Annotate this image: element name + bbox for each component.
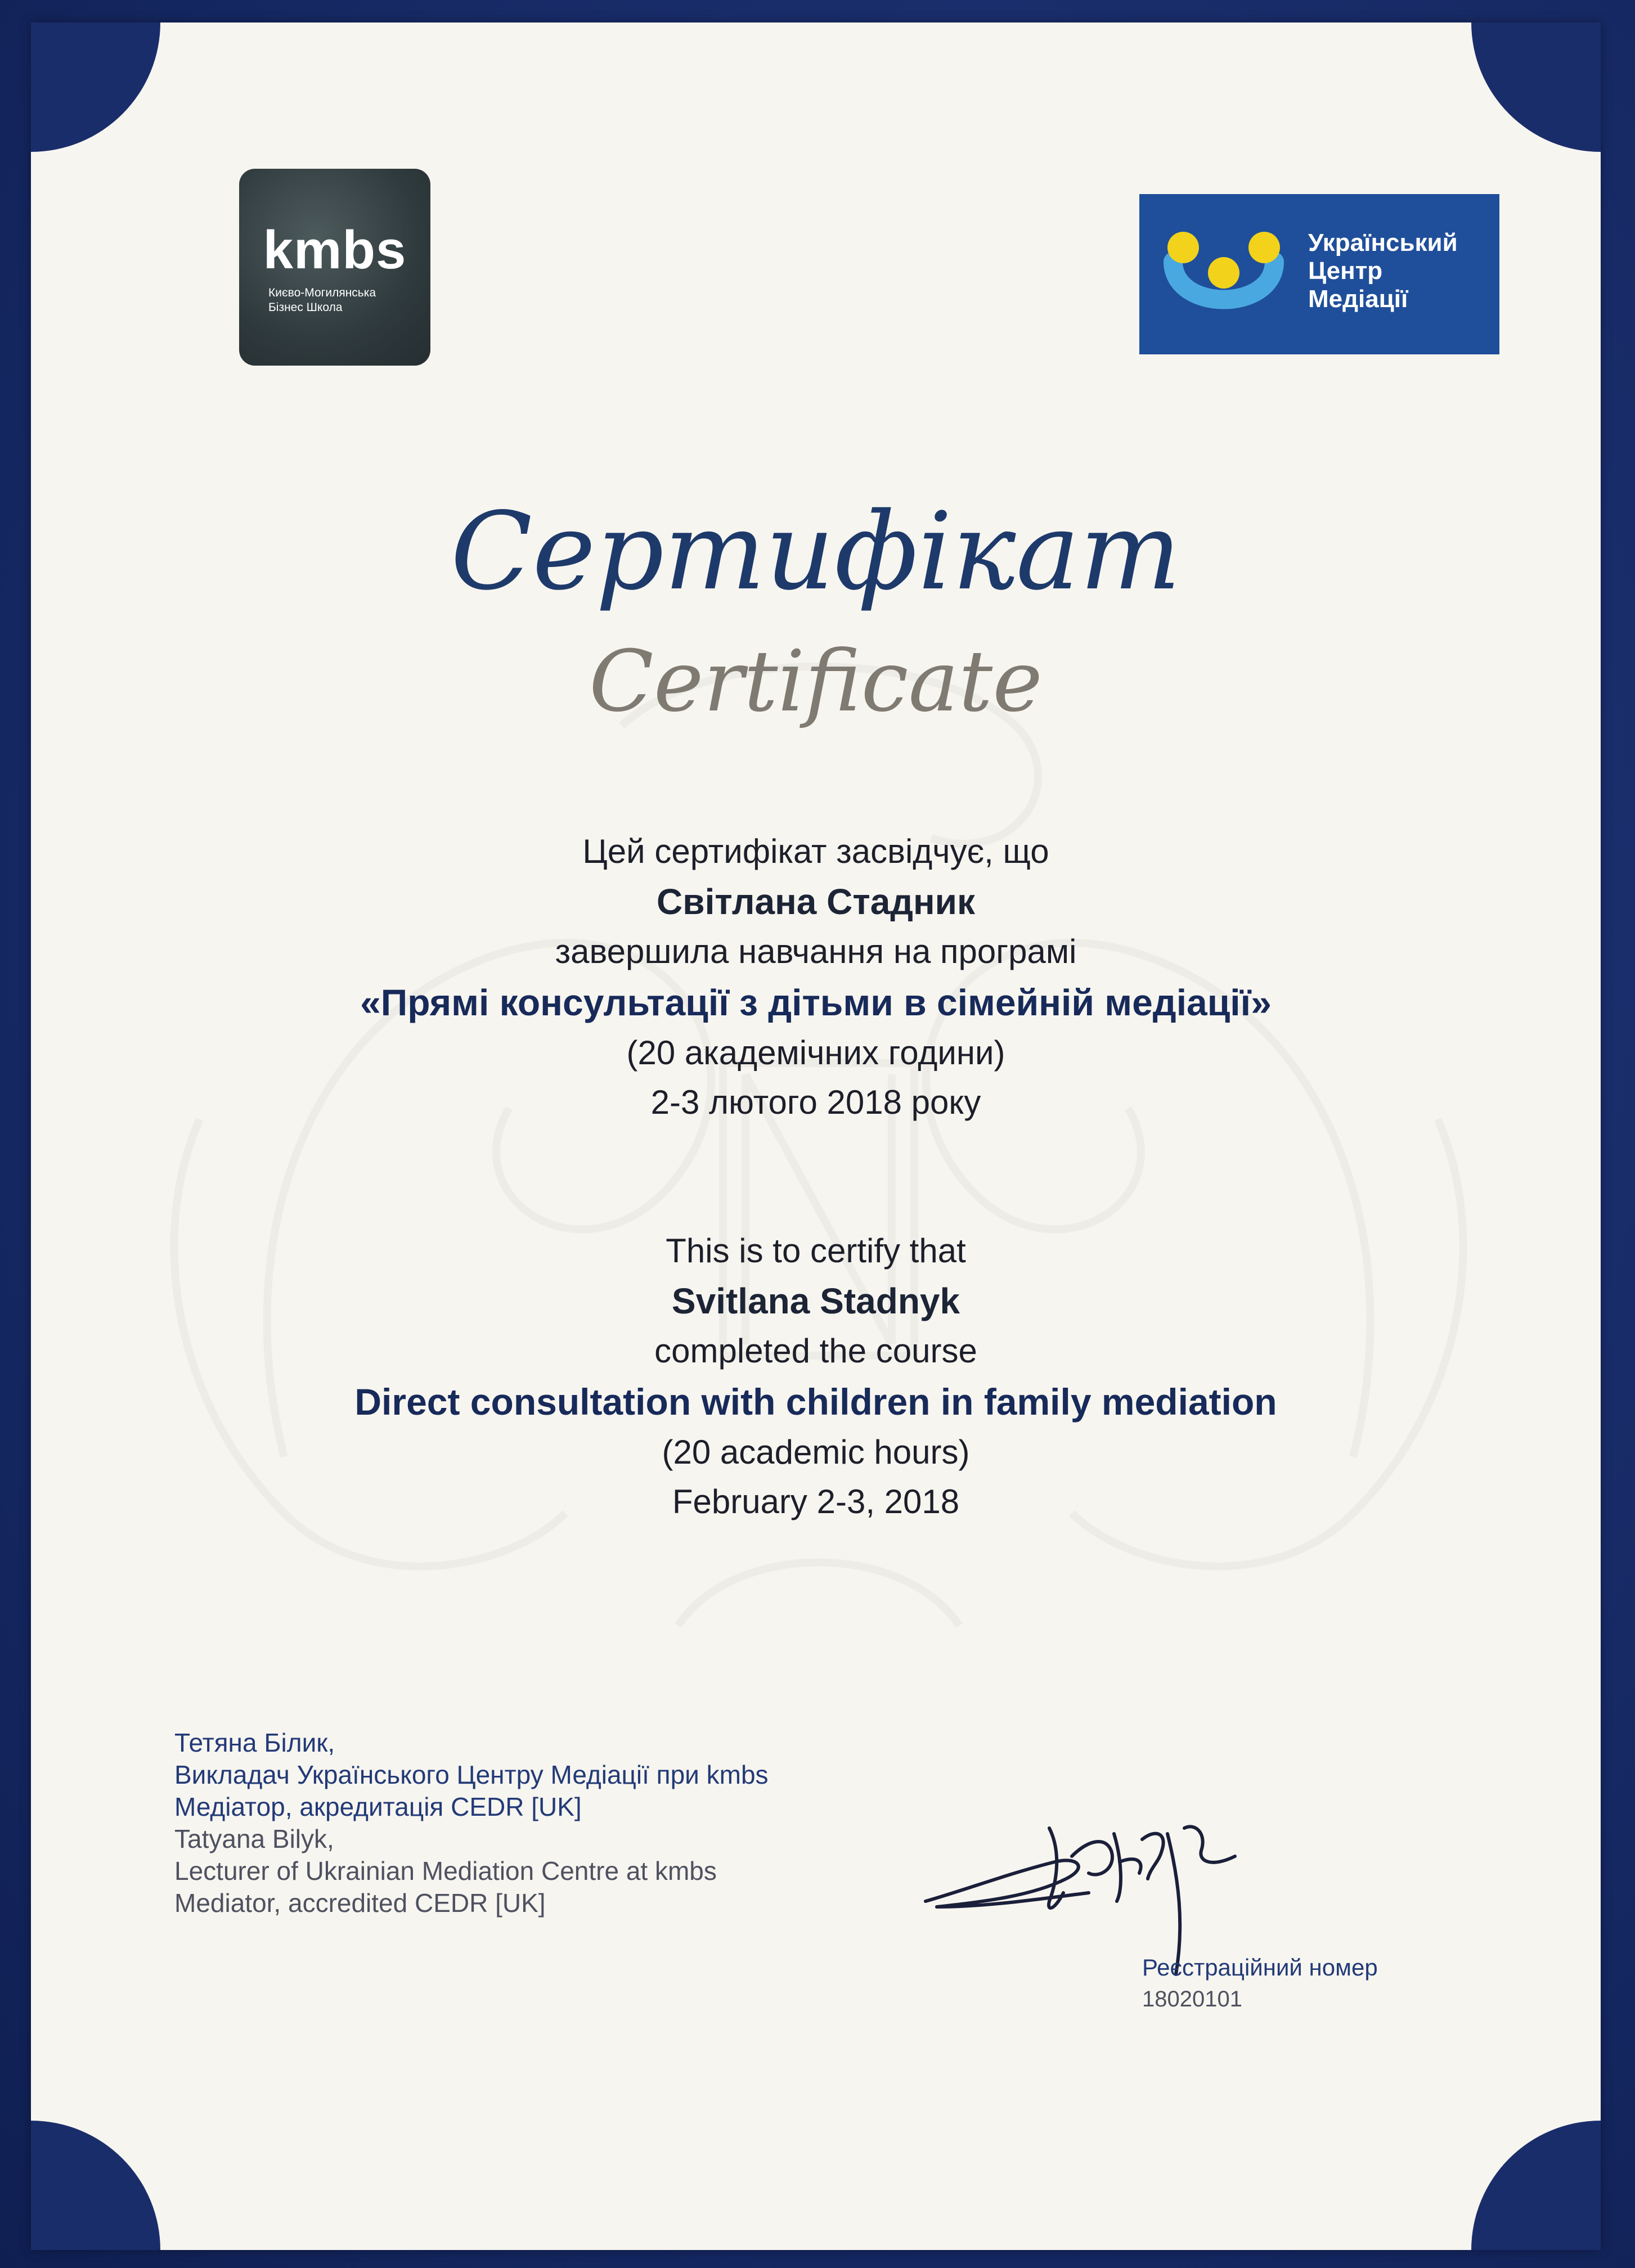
signer-role2-ua: Медіатор, акредитація CEDR [UK] [174,1792,582,1821]
registration-number: 18020101 [1142,1987,1242,2012]
kmbs-logo-subtitle-line1: Києво-Могилянська [268,286,376,299]
course-title-ua: «Прямі консультації з дітьми в сімейній медіації» [360,982,1272,1023]
hours-ua: (20 академічних години) [626,1034,1005,1072]
intro-en: This is to certify that [666,1232,966,1270]
corner-slot-top-right [1471,22,1601,152]
ucm-logo [1139,194,1499,354]
corner-slot-bottom-right [1471,2121,1601,2250]
kmbs-logo-subtitle [268,286,376,315]
corner-slot-bottom-left [31,2121,160,2250]
ucm-logo-line3: Медіації [1308,285,1408,313]
corner-slot-top-left [31,22,160,152]
signer-name-en: Tatyana Bilyk, [174,1824,334,1853]
course-title-en: Direct consultation with children in family mediation [354,1381,1277,1423]
ucm-logo-line2: Центр [1308,257,1383,285]
registration-block [1142,1952,1378,2015]
signer-block [174,1727,769,1919]
ucm-logo-mark-icon [1162,222,1286,329]
certificate-paper [31,22,1601,2250]
date-en: February 2-3, 2018 [672,1483,960,1520]
certificate-title-ua: Сертифікат [450,489,1182,614]
registration-label: Реєстраційний номер [1142,1954,1378,1981]
date-ua: 2-3 лютого 2018 року [650,1083,981,1121]
certificate-body-en [31,1226,1601,1527]
certificate-body-ua [31,827,1601,1127]
signer-role1-en: Lecturer of Ukrainian Mediation Centre at kmbs [174,1856,717,1886]
kmbs-logo-subtitle-line2: Бізнес Школа [268,301,343,314]
certificate-title-en: Certificate [589,633,1043,731]
completed-text-ua: завершила навчання на програмі [555,933,1077,970]
ucm-logo-line1: Український [1308,229,1458,256]
completed-text-en: completed the course [654,1332,977,1370]
kmbs-logo [239,169,430,366]
recipient-name-en: Svitlana Stadnyk [671,1281,960,1321]
ucm-logo-text [1308,229,1458,313]
hours-en: (20 academic hours) [662,1433,970,1471]
kmbs-logo-name: kmbs [263,220,407,280]
signer-role2-en: Mediator, accredited CEDR [UK] [174,1888,546,1918]
recipient-name-ua: Світлана Стадник [657,881,975,922]
signer-name-ua: Тетяна Білик, [174,1728,335,1757]
signer-role1-ua: Викладач Українського Центру Медіації при kmbs [174,1760,769,1789]
intro-ua: Цей сертифікат засвідчує, що [582,832,1049,870]
